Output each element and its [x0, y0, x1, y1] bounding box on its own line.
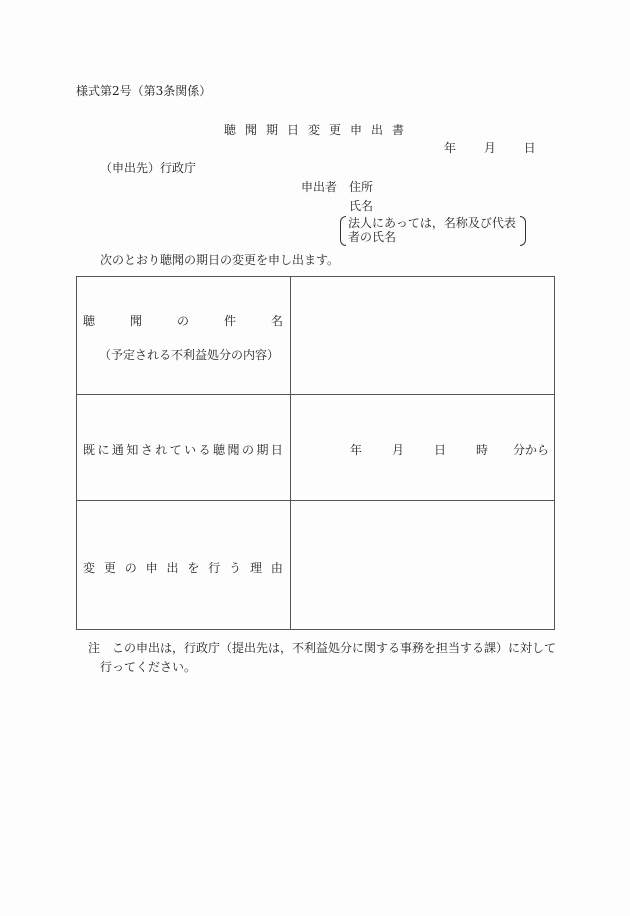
hour-field: 時 — [476, 443, 489, 457]
label-char: 出 — [166, 561, 179, 575]
label-char: の — [176, 314, 189, 328]
year-field: 年 — [350, 443, 363, 457]
submission-date — [444, 141, 536, 155]
date-month: 月 — [483, 141, 496, 155]
label-char: 聞 — [129, 314, 142, 328]
label-char: 由 — [270, 561, 283, 575]
day-field: 日 — [434, 443, 447, 457]
applicant-label: 申出者 — [301, 180, 338, 194]
date-year: 年 — [444, 141, 457, 155]
left-bracket — [340, 216, 346, 246]
label-char: さ — [140, 443, 153, 457]
change-reason-label — [83, 559, 283, 576]
right-bracket — [520, 216, 526, 246]
row-divider — [77, 394, 554, 395]
label-char: て — [169, 443, 182, 457]
addressee: （申出先）行政庁 — [100, 161, 197, 175]
intro-text: 次のとおり聴聞の期日の変更を申し出ます。 — [100, 253, 340, 267]
label-char: 申 — [145, 561, 158, 575]
hearing-subject-label — [83, 312, 283, 329]
document-title: 聴聞期日変更申出書 — [224, 123, 414, 137]
label-char: に — [97, 443, 110, 457]
label-char: 更 — [103, 561, 116, 575]
notified-date-label — [83, 441, 283, 458]
label-char: る — [198, 443, 211, 457]
corporate-note — [340, 216, 526, 246]
label-char: れ — [155, 443, 168, 457]
label-char: 行 — [208, 561, 221, 575]
notified-date-input[interactable] — [350, 441, 549, 458]
label-char: 聞 — [227, 443, 240, 457]
label-char: い — [184, 443, 197, 457]
label-char: 名 — [270, 314, 283, 328]
label-char: 聴 — [213, 443, 226, 457]
label-char: 期 — [256, 443, 269, 457]
hearing-subject-input[interactable] — [291, 277, 555, 394]
name-field[interactable]: 氏名 — [349, 199, 374, 213]
label-char: の — [241, 443, 254, 457]
request-table — [76, 276, 555, 630]
note-line2: 行ってください。 — [100, 660, 197, 674]
label-char: 件 — [223, 314, 236, 328]
hearing-subject-sublabel: （予定される不利益処分の内容） — [99, 348, 280, 362]
change-reason-input[interactable] — [291, 501, 555, 629]
label-char: 理 — [250, 561, 263, 575]
label-char: 聴 — [83, 314, 96, 328]
note-line1: 注 この申出は，行政庁（提出先は，不利益処分に関する事務を担当する課）に対して — [88, 641, 557, 655]
corporate-note-line1: 法人にあっては，名称及び代表 — [348, 216, 516, 230]
corporate-note-line2: 者の氏名 — [348, 230, 397, 244]
label-char: 日 — [270, 443, 283, 457]
month-field: 月 — [392, 443, 405, 457]
label-char: を — [187, 561, 200, 575]
form-number: 様式第2号（第3条関係） — [76, 84, 212, 98]
label-char: 知 — [126, 443, 139, 457]
address-field[interactable]: 住所 — [349, 180, 374, 194]
minute-field: 分から — [513, 443, 550, 457]
label-char: う — [229, 561, 242, 575]
label-char: 既 — [83, 443, 96, 457]
label-char: の — [124, 561, 137, 575]
label-char: 変 — [83, 561, 96, 575]
date-day: 日 — [523, 141, 536, 155]
label-char: 通 — [111, 443, 124, 457]
